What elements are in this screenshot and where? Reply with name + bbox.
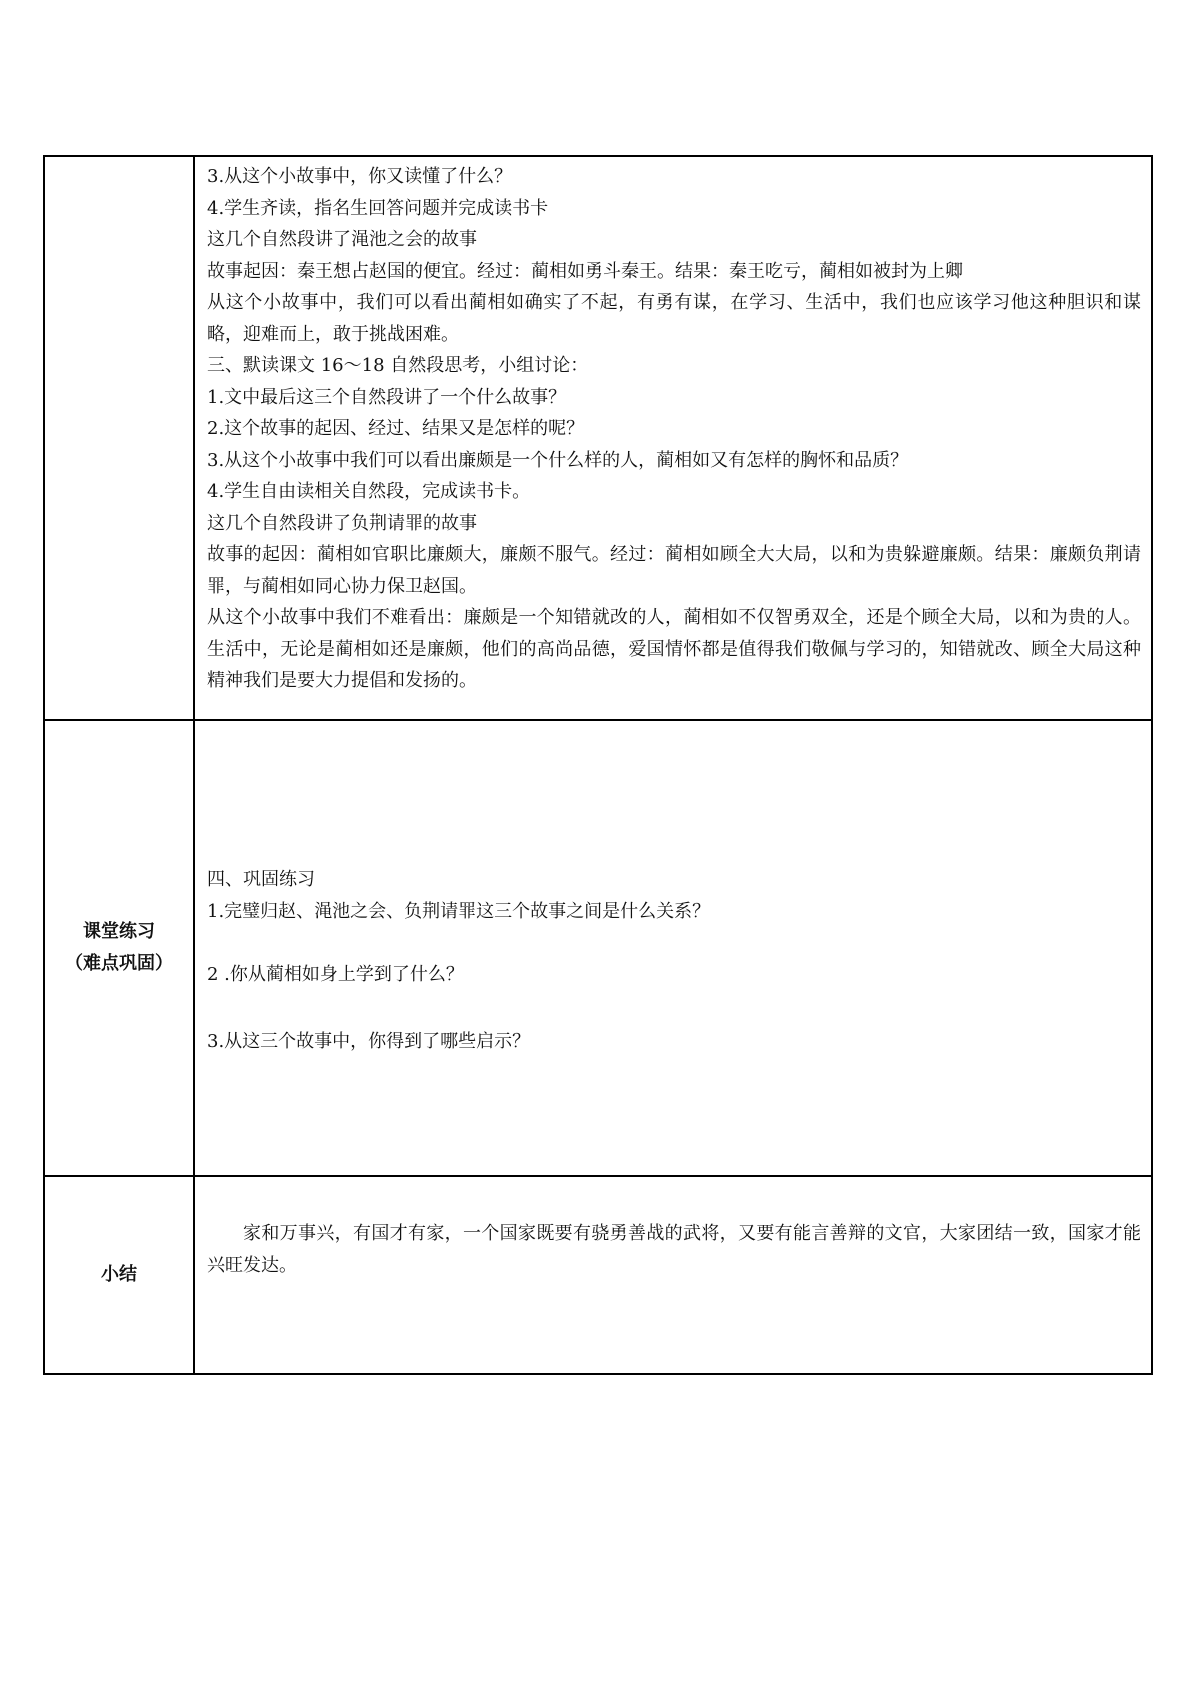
practice-label	[44, 720, 194, 1176]
lesson-plan-table	[43, 155, 1153, 1375]
practice-label-line2: （难点巩固）	[65, 953, 173, 974]
practice-content	[194, 720, 1152, 1176]
text-line: 3.从这个小故事中我们可以看出廉颇是一个什么样的人，蔺相如又有怎样的胸怀和品质？	[207, 449, 909, 471]
text-line: 这几个自然段讲了渑池之会的故事	[207, 229, 477, 250]
teaching-process-row	[44, 156, 1152, 720]
practice-question-1: 1.完璧归赵、渑池之会、负荆请罪这三个故事之间是什么关系？	[207, 900, 711, 922]
summary-row	[44, 1176, 1152, 1374]
empty-label-cell	[44, 156, 194, 720]
summary-content	[194, 1176, 1152, 1374]
text-line: 3.从这个小故事中，你又读懂了什么？	[207, 166, 513, 187]
text-line: 故事起因：秦王想占赵国的便宜。经过：蔺相如勇斗秦王。结果：秦王吃亏，蔺相如被封为上卿	[207, 260, 963, 282]
summary-label: 小结	[44, 1176, 194, 1374]
paragraph: 从这个小故事中，我们可以看出蔺相如确实了不起，有勇有谋，在学习、生活中，我们也应该学习他这种胆识和谋略，迎难而上，敢于挑战困难。	[207, 292, 1141, 345]
practice-question-3: 3.从这三个故事中，你得到了哪些启示？	[207, 1030, 531, 1052]
text-line: 4.学生自由读相关自然段，完成读书卡。	[207, 481, 531, 502]
teaching-process-content	[194, 156, 1152, 720]
text-line: 4.学生齐读，指名生回答问题并完成读书卡	[207, 197, 549, 219]
section-heading: 三、默读课文 16～18 自然段思考，小组讨论：	[207, 355, 589, 376]
practice-question-2: 2 .你从蔺相如身上学到了什么？	[207, 964, 464, 985]
paragraph: 从这个小故事中我们不难看出：廉颇是一个知错就改的人，蔺相如不仅智勇双全，还是个顾全大局，以和为贵的人。生活中，无论是蔺相如还是廉颇，他们的高尚品德，爱国情怀都是值得我们敬佩与学习的，知错就改、顾全大局这种精神我们是要大力提倡和发扬的。	[207, 607, 1141, 691]
summary-text: 家和万事兴，有国才有家，一个国家既要有骁勇善战的武将，又要有能言善辩的文官，大家团结一致，国家才能兴旺发达。	[207, 1223, 1141, 1276]
text-line: 1.文中最后这三个自然段讲了一个什么故事？	[207, 386, 567, 408]
practice-label-line1: 课堂练习	[83, 921, 155, 942]
text-line: 这几个自然段讲了负荆请罪的故事	[207, 512, 477, 534]
paragraph: 故事的起因：蔺相如官职比廉颇大，廉颇不服气。经过：蔺相如顾全大大局，以和为贵躲避廉颇。结果：廉颇负荆请罪，与蔺相如同心协力保卫赵国。	[207, 544, 1141, 597]
practice-row	[44, 720, 1152, 1176]
text-line: 2.这个故事的起因、经过、结果又是怎样的呢？	[207, 418, 585, 439]
practice-heading: 四、巩固练习	[207, 869, 315, 890]
